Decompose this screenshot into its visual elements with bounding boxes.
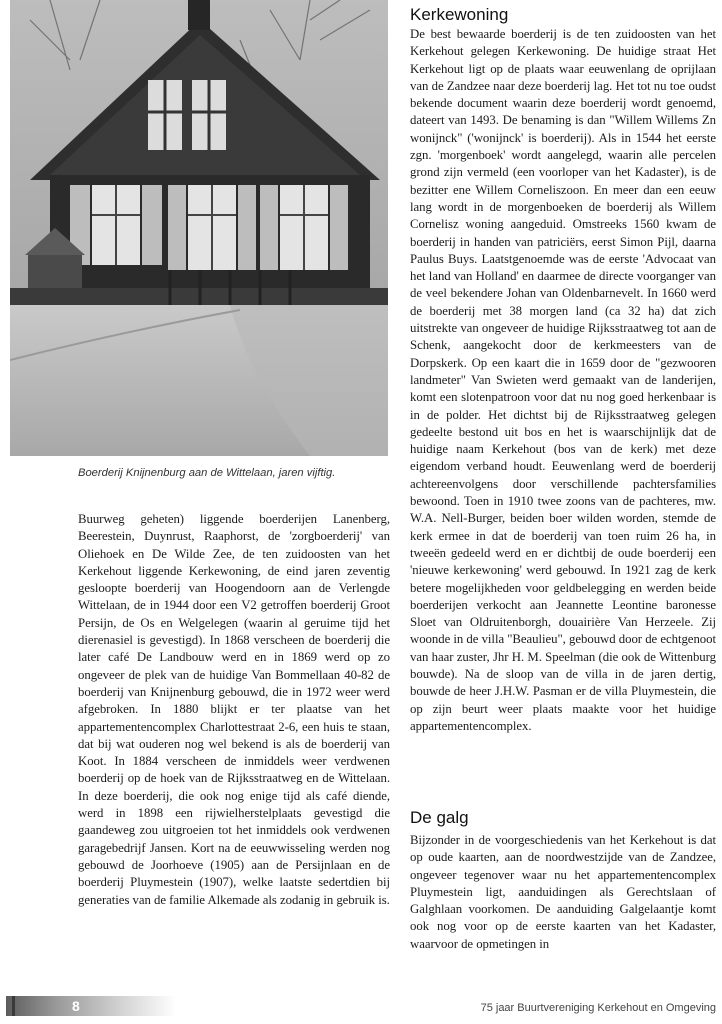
farmhouse-photo-drawing [10, 0, 388, 456]
footer-bar [6, 996, 176, 1016]
farmhouse-photo [10, 0, 388, 456]
de-galg-text: Bijzonder in de voorgeschiedenis van het Kerkehout is dat op oude kaarten, aan de noordwestzijde van de Zandzee, ongeveer tegenover waar nu het appartementencomplex Pluymestein ligt, aanduidingen als Gerechtslaan of Galghlaan voorkomen. De aanduiding Galgelaantje komt ook nog voor op de eerste kaarten van het Kadaster, waarvoor de opmetingen in [410, 833, 716, 951]
heading-de-galg: De galg [410, 808, 469, 827]
photo-caption: Boerderij Knijnenburg aan de Wittelaan, jaren vijftig. [78, 467, 336, 479]
heading-kerkewoning: Kerkewoning [410, 5, 509, 24]
kerkewoning-text: De best bewaarde boerderij is de ten zuidoosten van het Kerkehout gelegen Kerkewoning. De huidige straat Het Kerkehout ligt op de plaats waar eeuwenlang de oprijlaan van de Zandzee naar deze boerderij lag. Het tot nu toe oudst bekende document waarin deze boerderij wordt genoemd, dateert van 1493. De benaming is dan "Willem Willems Zn wonijnck" ('wonijnck' is boerderij). Als in 1544 het eerste zgn. 'morgenboek' wordt aangelegd, waarin alle percelen grond zijn vermeld (een voorloper van het Kadaster), is de bezitter ene Willem Corneliszoon. En meer dan een eeuw lang wordt in de morgenboeken de boerderij als Willem Cornelisz woning aangeduid. Omstreeks 1560 kwam de boerderij in handen van patriciërs, eerst Simon Pijl, daarna Paulus Buys. Laatstgenoemde was de eerste 'Advocaat van het land van Holland' en daarmee de directe voorganger van de veel bekendere Johan van Oldenbarnevelt. In 1660 werd de boerderij met 38 morgen land (ca 32 ha) dat zich uitstrekte van ongeveer de huidige Rijksstraatweg tot aan de Schenk, aangekocht door de kerkmeesters van de Dorpskerk. Op een kaart die in 1659 door de "gezwooren landmeter" Van Swieten werd gemaakt van de landerijen, komt een slotenpatroon voor dat nu nog goed herkenbaar is in de polder. Het dichtst bij de Rijksstraatweg gelegen gedeelte bestond uit bos en het is waarschijnlijk dat de huidige naam Kerkehout (bos van de kerk) met deze eigendom verband houdt. Eeuwenlang werd de boerderij achtereenvolgens door verschillende pachtersfamilies bewoond. Toen in 1910 twee zoons van de pachteres, mw. W.A. Nell-Burger, beiden boer wilden worden, stemde de kerk ermee in dat de boerderij van toen ruim 26 ha, in tweeën gedeeld werd en er dichtbij de oude boerderij een 'nieuwe kerkewoning' werd gebouwd. In 1921 zag de kerk betere mogelijkheden voor geldbelegging en werden beide boerderijen verkocht aan Jeannette Leontine baronesse Sloet van Oldruitenborgh, douairière Van Herzeele. Zij woonde in de villa "Beaulieu", gebouwd door de echtgenoot van haar zuster, Jhr H. M. Speelman (die ook de Wittenburg bouwde). Na de sloop van de villa in de jaren dertig, bouwde de heer J.H.W. Pasman er de villa Pluymestein, die op zijn beurt weer plaats maakte voor het huidige appartementencomplex. [410, 27, 716, 733]
footer-publication: 75 jaar Buurtvereniging Kerkehout en Omgeving [480, 1002, 716, 1014]
left-column-text: Buurweg geheten) liggende boerderijen Lanenberg, Beerestein, Duynrust, Raaphorst, de 'zorgboerderij' van Oliehoek en De Wilde Zee, de ten zuidoosten van het Kerkehout liggende Kerkewoning, de eind jaren zeventig gesloopte boerderij van Hoogendoorn aan de Verlengde Wittelaan, de in 1944 door een V2 getroffen boerderij Groot Persijn, de Os en Welgelegen (waarin al geruime tijd het dierenasiel is gevestigd). In 1868 verscheen de boerderij die later café De Landbouw werd en in 1869 werd op zo ongeveer de plek van de huidige Van Bommellaan 40-82 de boerderij van Knijnenburg gebouwd, die in 1972 weer werd afgebroken. In 1880 blijkt er ter plaatse van het appartementencomplex Charlottestraat 2-6, een huis te staan, dat bij wat ouderen nog wel bekend is als de boerderij van Koot. In 1884 verscheen de inmiddels weer verdwenen boerderij op de hoek van de Rijksstraatweg en de Wittelaan. In deze boerderij, die ook nog enige tijd als café diende, werd in 1898 een rijwielherstelplaats gevestigd die gaandeweg zou uitgroeien tot het inmiddels ook verdwenen garagebedrijf Jansen. Kort na de eeuwwisseling werden nog gebouwd de Joorhoeve (1905) aan de Persijnlaan en de boerderij Pluymestein (1907), welke laatste sedertdien bij generaties van de familie Alkemade als zodanig in gebruik is. [78, 512, 390, 907]
footer-bar-tick [12, 996, 15, 1016]
page-number: 8 [72, 998, 80, 1014]
